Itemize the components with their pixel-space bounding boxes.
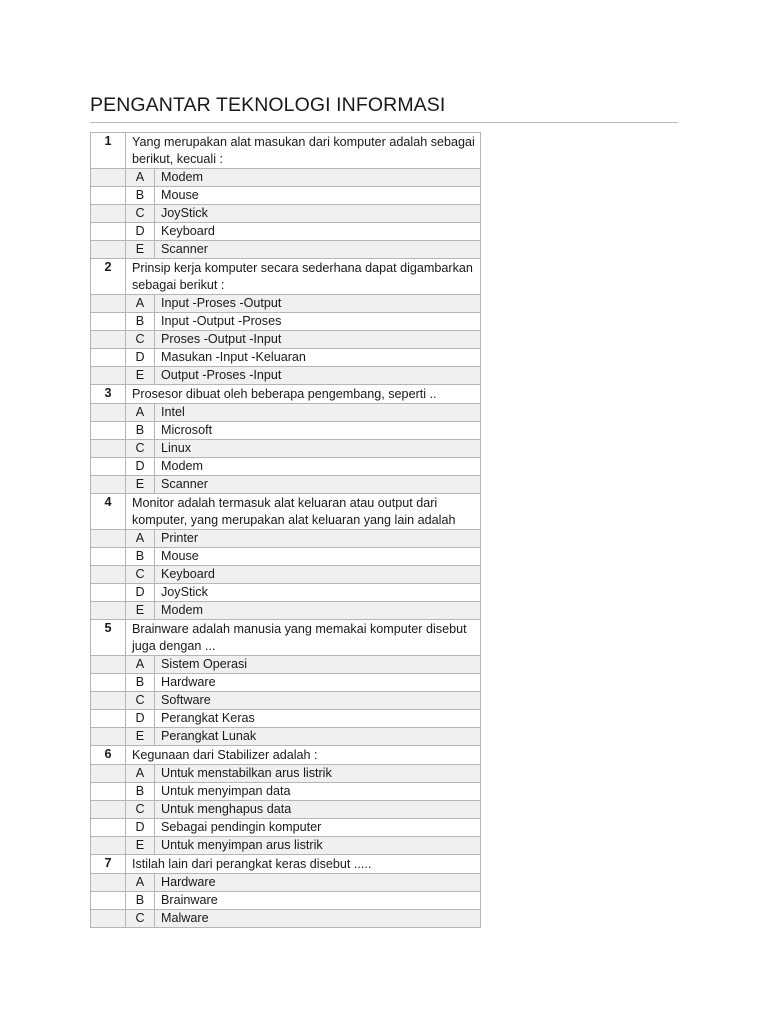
option-number-cell	[91, 602, 126, 620]
option-number-cell	[91, 819, 126, 837]
option-text: JoyStick	[155, 584, 481, 602]
question-number: 6	[91, 746, 126, 765]
document-title: PENGANTAR TEKNOLOGI INFORMASI	[90, 94, 446, 116]
option-row	[91, 692, 481, 710]
option-row	[91, 331, 481, 349]
question-number: 7	[91, 855, 126, 874]
option-row	[91, 458, 481, 476]
option-letter: D	[126, 458, 155, 476]
title-divider	[90, 122, 678, 123]
option-number-cell	[91, 584, 126, 602]
option-text: Hardware	[155, 674, 481, 692]
option-letter: E	[126, 476, 155, 494]
option-row	[91, 892, 481, 910]
option-row	[91, 837, 481, 855]
option-letter: D	[126, 349, 155, 367]
option-row	[91, 349, 481, 367]
option-text: Input -Output -Proses	[155, 313, 481, 331]
option-row	[91, 169, 481, 187]
question-row	[91, 385, 481, 404]
question-text: Prinsip kerja komputer secara sederhana dapat digambarkan sebagai berikut :	[126, 259, 481, 295]
option-letter: A	[126, 874, 155, 892]
option-row	[91, 656, 481, 674]
option-text: Sistem Operasi	[155, 656, 481, 674]
option-number-cell	[91, 458, 126, 476]
option-row	[91, 584, 481, 602]
option-letter: B	[126, 422, 155, 440]
option-row	[91, 710, 481, 728]
option-text: Sebagai pendingin komputer	[155, 819, 481, 837]
option-letter: E	[126, 367, 155, 385]
option-letter: E	[126, 602, 155, 620]
option-letter: B	[126, 548, 155, 566]
option-number-cell	[91, 476, 126, 494]
option-row	[91, 566, 481, 584]
option-text: Perangkat Keras	[155, 710, 481, 728]
option-number-cell	[91, 801, 126, 819]
question-row	[91, 494, 481, 530]
option-row	[91, 801, 481, 819]
option-letter: B	[126, 674, 155, 692]
option-number-cell	[91, 295, 126, 313]
option-text: Printer	[155, 530, 481, 548]
option-row	[91, 205, 481, 223]
option-letter: B	[126, 892, 155, 910]
option-number-cell	[91, 313, 126, 331]
option-number-cell	[91, 765, 126, 783]
option-row	[91, 819, 481, 837]
option-row	[91, 548, 481, 566]
option-number-cell	[91, 440, 126, 458]
option-row	[91, 404, 481, 422]
option-text: Masukan -Input -Keluaran	[155, 349, 481, 367]
option-text: JoyStick	[155, 205, 481, 223]
option-number-cell	[91, 566, 126, 584]
option-row	[91, 783, 481, 801]
option-row	[91, 440, 481, 458]
option-number-cell	[91, 910, 126, 928]
option-row	[91, 602, 481, 620]
question-row	[91, 133, 481, 169]
option-letter: B	[126, 783, 155, 801]
option-number-cell	[91, 674, 126, 692]
question-text: Kegunaan dari Stabilizer adalah :	[126, 746, 481, 765]
question-row	[91, 746, 481, 765]
option-number-cell	[91, 404, 126, 422]
question-row	[91, 620, 481, 656]
option-text: Linux	[155, 440, 481, 458]
option-number-cell	[91, 783, 126, 801]
option-row	[91, 367, 481, 385]
option-letter: A	[126, 404, 155, 422]
option-letter: B	[126, 187, 155, 205]
option-text: Modem	[155, 169, 481, 187]
question-text: Prosesor dibuat oleh beberapa pengembang, seperti ..	[126, 385, 481, 404]
option-letter: A	[126, 765, 155, 783]
option-number-cell	[91, 205, 126, 223]
option-text: Scanner	[155, 476, 481, 494]
option-text: Microsoft	[155, 422, 481, 440]
option-text: Output -Proses -Input	[155, 367, 481, 385]
option-row	[91, 910, 481, 928]
option-number-cell	[91, 367, 126, 385]
option-text: Untuk menstabilkan arus listrik	[155, 765, 481, 783]
option-text: Malware	[155, 910, 481, 928]
question-text: Istilah lain dari perangkat keras disebut .....	[126, 855, 481, 874]
option-row	[91, 422, 481, 440]
option-letter: C	[126, 910, 155, 928]
option-number-cell	[91, 530, 126, 548]
option-letter: A	[126, 169, 155, 187]
option-letter: A	[126, 656, 155, 674]
option-text: Untuk menyimpan arus listrik	[155, 837, 481, 855]
option-number-cell	[91, 331, 126, 349]
option-text: Untuk menyimpan data	[155, 783, 481, 801]
option-text: Untuk menghapus data	[155, 801, 481, 819]
option-row	[91, 476, 481, 494]
question-number: 1	[91, 133, 126, 169]
option-text: Perangkat Lunak	[155, 728, 481, 746]
option-text: Modem	[155, 458, 481, 476]
option-number-cell	[91, 692, 126, 710]
option-row	[91, 241, 481, 259]
question-text: Brainware adalah manusia yang memakai komputer disebut juga dengan ...	[126, 620, 481, 656]
question-row	[91, 855, 481, 874]
option-number-cell	[91, 187, 126, 205]
option-number-cell	[91, 169, 126, 187]
option-letter: B	[126, 313, 155, 331]
option-text: Proses -Output -Input	[155, 331, 481, 349]
option-text: Mouse	[155, 187, 481, 205]
option-row	[91, 874, 481, 892]
question-text: Monitor adalah termasuk alat keluaran atau output dari komputer, yang merupakan alat keluaran yang lain adalah	[126, 494, 481, 530]
option-text: Keyboard	[155, 223, 481, 241]
quiz-table-body	[91, 133, 481, 928]
option-text: Scanner	[155, 241, 481, 259]
option-number-cell	[91, 241, 126, 259]
option-letter: E	[126, 241, 155, 259]
option-row	[91, 295, 481, 313]
option-letter: A	[126, 295, 155, 313]
option-letter: C	[126, 801, 155, 819]
option-number-cell	[91, 728, 126, 746]
question-number: 2	[91, 259, 126, 295]
option-letter: C	[126, 566, 155, 584]
option-text: Modem	[155, 602, 481, 620]
question-row	[91, 259, 481, 295]
option-letter: C	[126, 692, 155, 710]
option-number-cell	[91, 892, 126, 910]
option-number-cell	[91, 710, 126, 728]
option-letter: D	[126, 223, 155, 241]
question-number: 3	[91, 385, 126, 404]
option-letter: C	[126, 205, 155, 223]
option-letter: E	[126, 728, 155, 746]
option-number-cell	[91, 874, 126, 892]
question-text: Yang merupakan alat masukan dari komputer adalah sebagai berikut, kecuali :	[126, 133, 481, 169]
option-text: Input -Proses -Output	[155, 295, 481, 313]
option-number-cell	[91, 656, 126, 674]
option-row	[91, 765, 481, 783]
option-letter: C	[126, 440, 155, 458]
option-text: Mouse	[155, 548, 481, 566]
option-number-cell	[91, 422, 126, 440]
question-number: 4	[91, 494, 126, 530]
option-letter: A	[126, 530, 155, 548]
option-text: Keyboard	[155, 566, 481, 584]
option-number-cell	[91, 837, 126, 855]
option-letter: C	[126, 331, 155, 349]
option-text: Hardware	[155, 874, 481, 892]
option-number-cell	[91, 548, 126, 566]
option-letter: E	[126, 837, 155, 855]
quiz-table	[90, 132, 481, 928]
option-row	[91, 313, 481, 331]
option-text: Software	[155, 692, 481, 710]
option-row	[91, 728, 481, 746]
option-row	[91, 674, 481, 692]
option-letter: D	[126, 710, 155, 728]
option-number-cell	[91, 349, 126, 367]
option-row	[91, 530, 481, 548]
option-row	[91, 187, 481, 205]
option-text: Intel	[155, 404, 481, 422]
option-letter: D	[126, 819, 155, 837]
option-text: Brainware	[155, 892, 481, 910]
question-number: 5	[91, 620, 126, 656]
option-number-cell	[91, 223, 126, 241]
option-letter: D	[126, 584, 155, 602]
option-row	[91, 223, 481, 241]
